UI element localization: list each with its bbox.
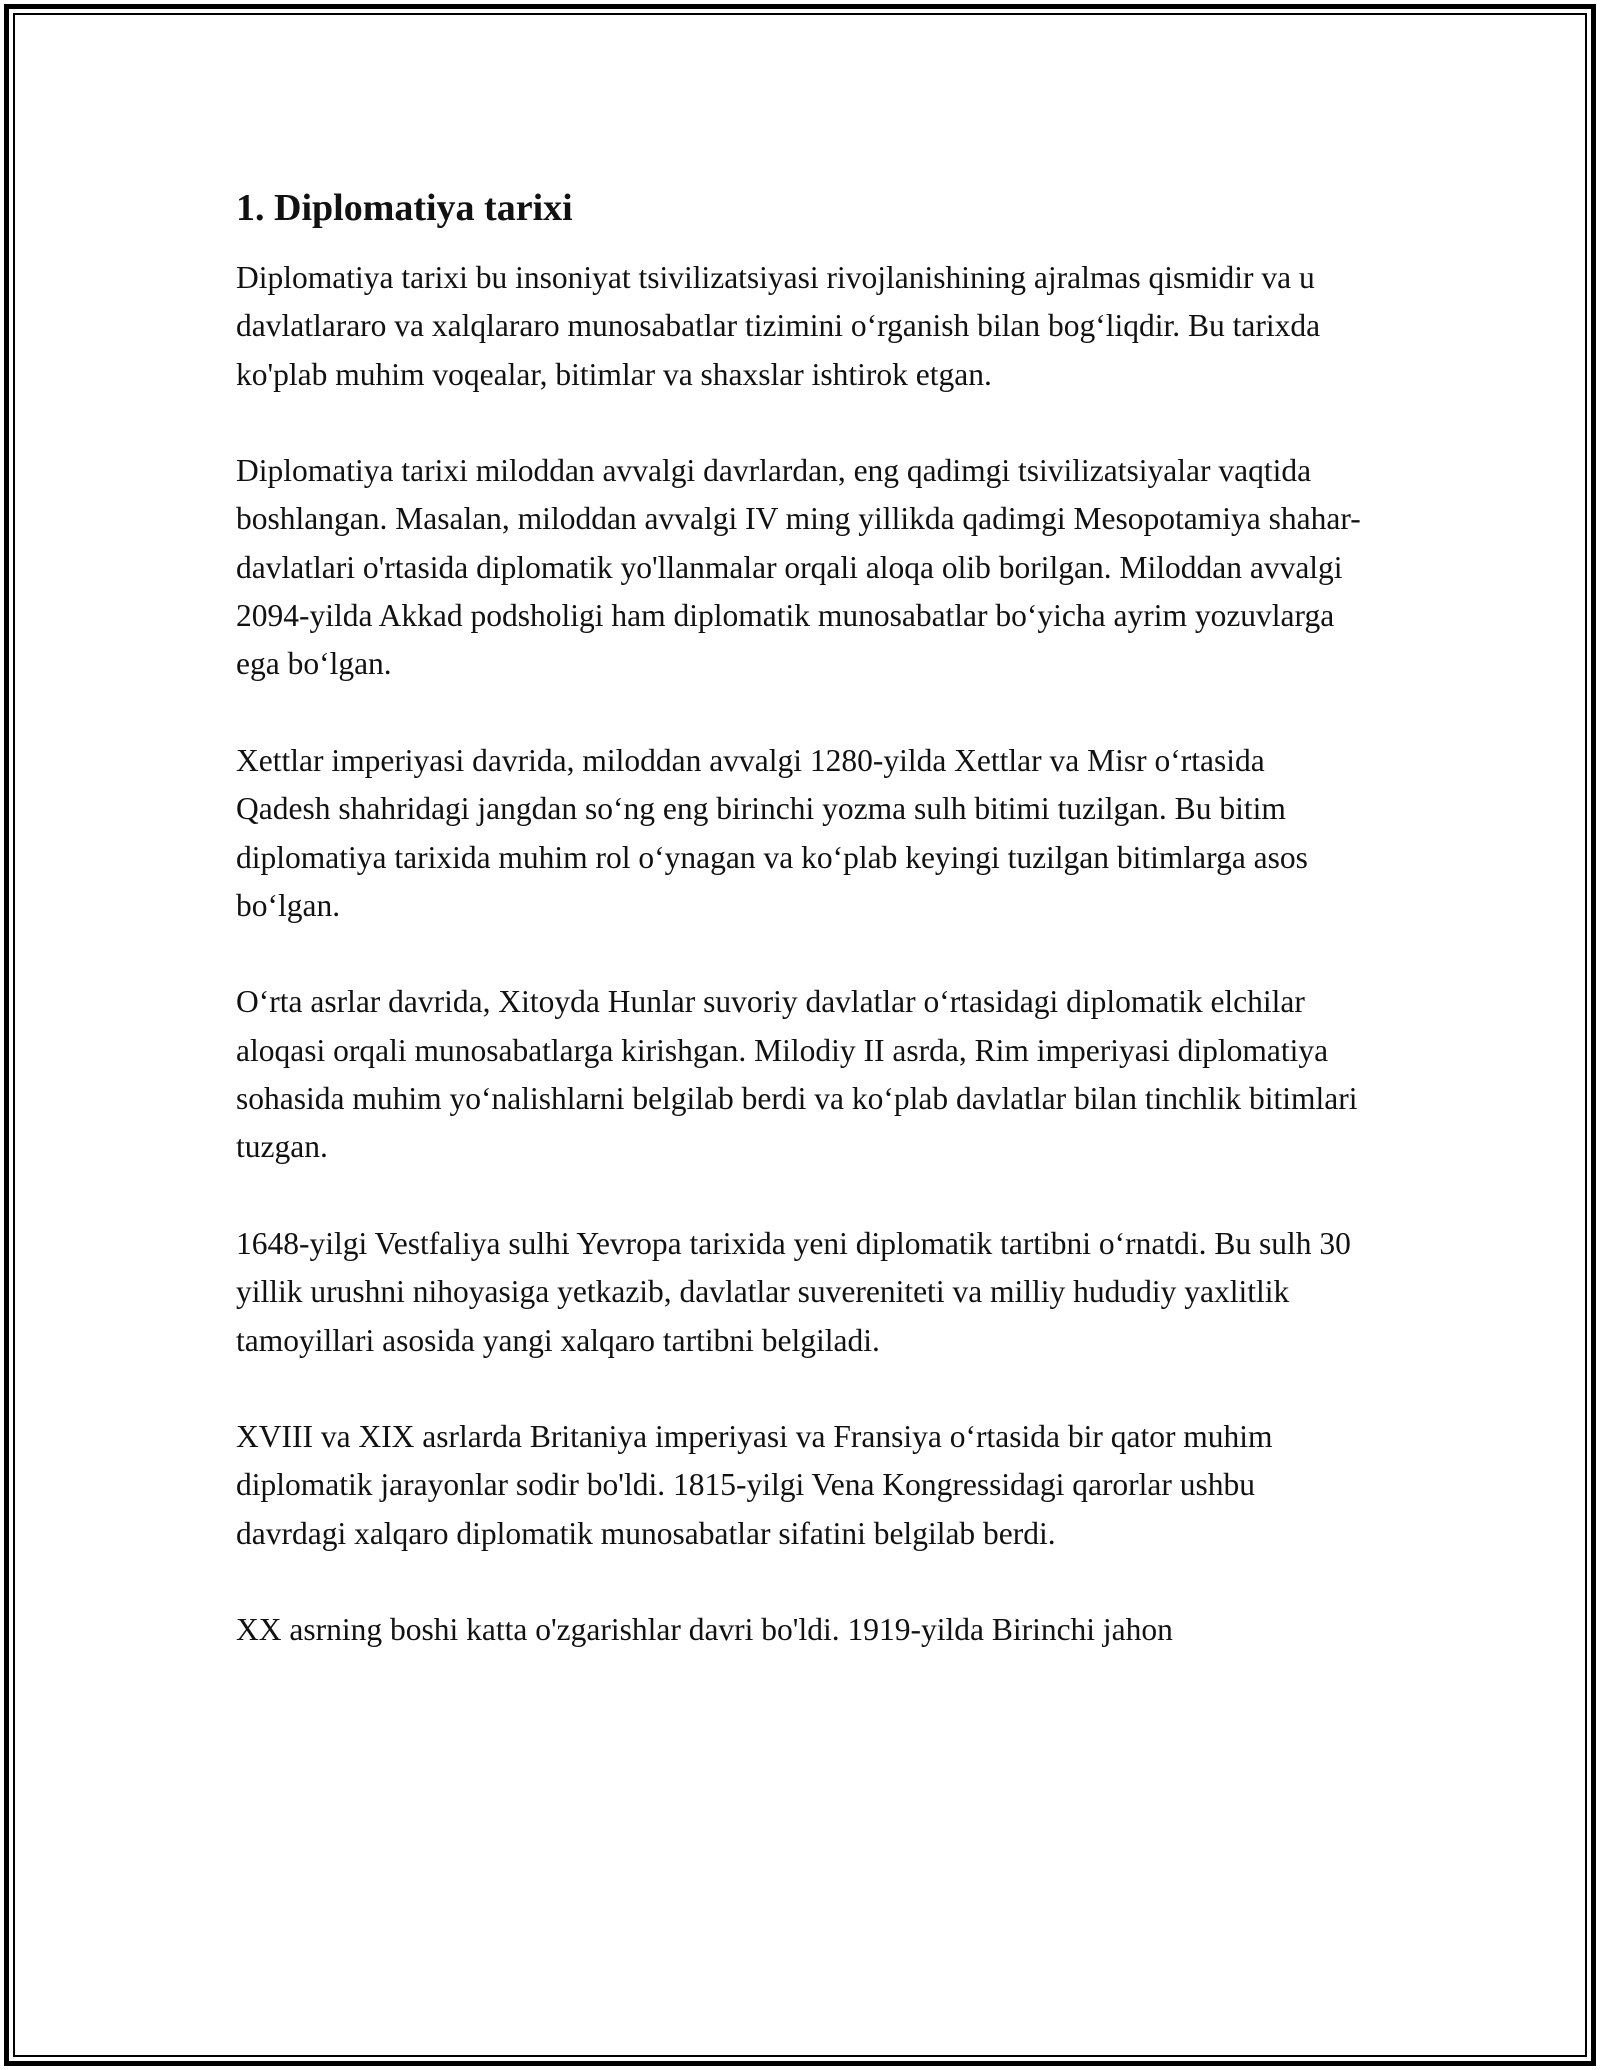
- paragraph-westphalia: 1648-yilgi Vestfaliya sulhi Yevropa tarixida yeni diplomatik tartibni o‘rnatdi. Bu sulh 30 yillik urushni nihoyasiga yetkazib, davlatlar suvereniteti va milliy hududiy yaxlitlik tamoyillari asosida yangi xalqaro tartibni belgiladi.: [236, 1225, 1351, 1358]
- paragraph-middle-ages: O‘rta asrlar davrida, Xitoyda Hunlar suvoriy davlatlar o‘rtasidagi diplomatik elchilar aloqasi orqali munosabatlarga kirishgan. Milodiy II asrda, Rim imperiyasi diplomatiya sohasida muhim yo‘nalishlarni belgilab berdi va ko‘plab davlatlar bilan tinchlik bitimlari tuzgan.: [236, 984, 1358, 1165]
- paragraph-20th-century: XX asrning boshi katta o'zgarishlar davri bo'ldi. 1919-yilda Birinchi jahon: [236, 1612, 1173, 1648]
- document-title: 1. Diplomatiya tarixi: [236, 187, 573, 229]
- paragraph-18-19-centuries: XVIII va XIX asrlarda Britaniya imperiyasi va Fransiya o‘rtasida bir qator muhim diplomatik jarayonlar sodir bo'ldi. 1815-yilgi Vena Kongressidagi qarorlar ushbu davrdagi xalqaro diplomatik munosabatlar sifatini belgilab berdi.: [236, 1419, 1273, 1551]
- document-body: [236, 184, 1366, 1703]
- paragraph-ancient-origins: Diplomatiya tarixi miloddan avvalgi davrlardan, eng qadimgi tsivilizatsiyalar vaqtida boshlangan. Masalan, miloddan avvalgi IV ming yillikda qadimgi Mesopotamiya shahar-davlatlari o'rtasida diplomatik yo'llanmalar orqali aloqa olib borilgan. Miloddan avvalgi 2094-yilda Akkad podsholigi ham diplomatik munosabatlar bo‘yicha ayrim yozuvlarga ega bo‘lgan.: [236, 453, 1361, 682]
- paragraph-intro: Diplomatiya tarixi bu insoniyat tsivilizatsiyasi rivojlanishining ajralmas qismidir va u davlatlararo va xalqlararo munosabatlar tizimini o‘rganish bilan bog‘liqdir. Bu tarixda ko'plab muhim voqealar, bitimlar va shaxslar ishtirok etgan.: [236, 260, 1321, 392]
- paragraph-hittite-treaty: Xettlar imperiyasi davrida, miloddan avvalgi 1280-yilda Xettlar va Misr o‘rtasida Qadesh shahridagi jangdan so‘ng eng birinchi yozma sulh bitimi tuzilgan. Bu bitim diplomatiya tarixida muhim rol o‘ynagan va ko‘plab keyingi tuzilgan bitimlarga asos bo‘lgan.: [236, 742, 1308, 923]
